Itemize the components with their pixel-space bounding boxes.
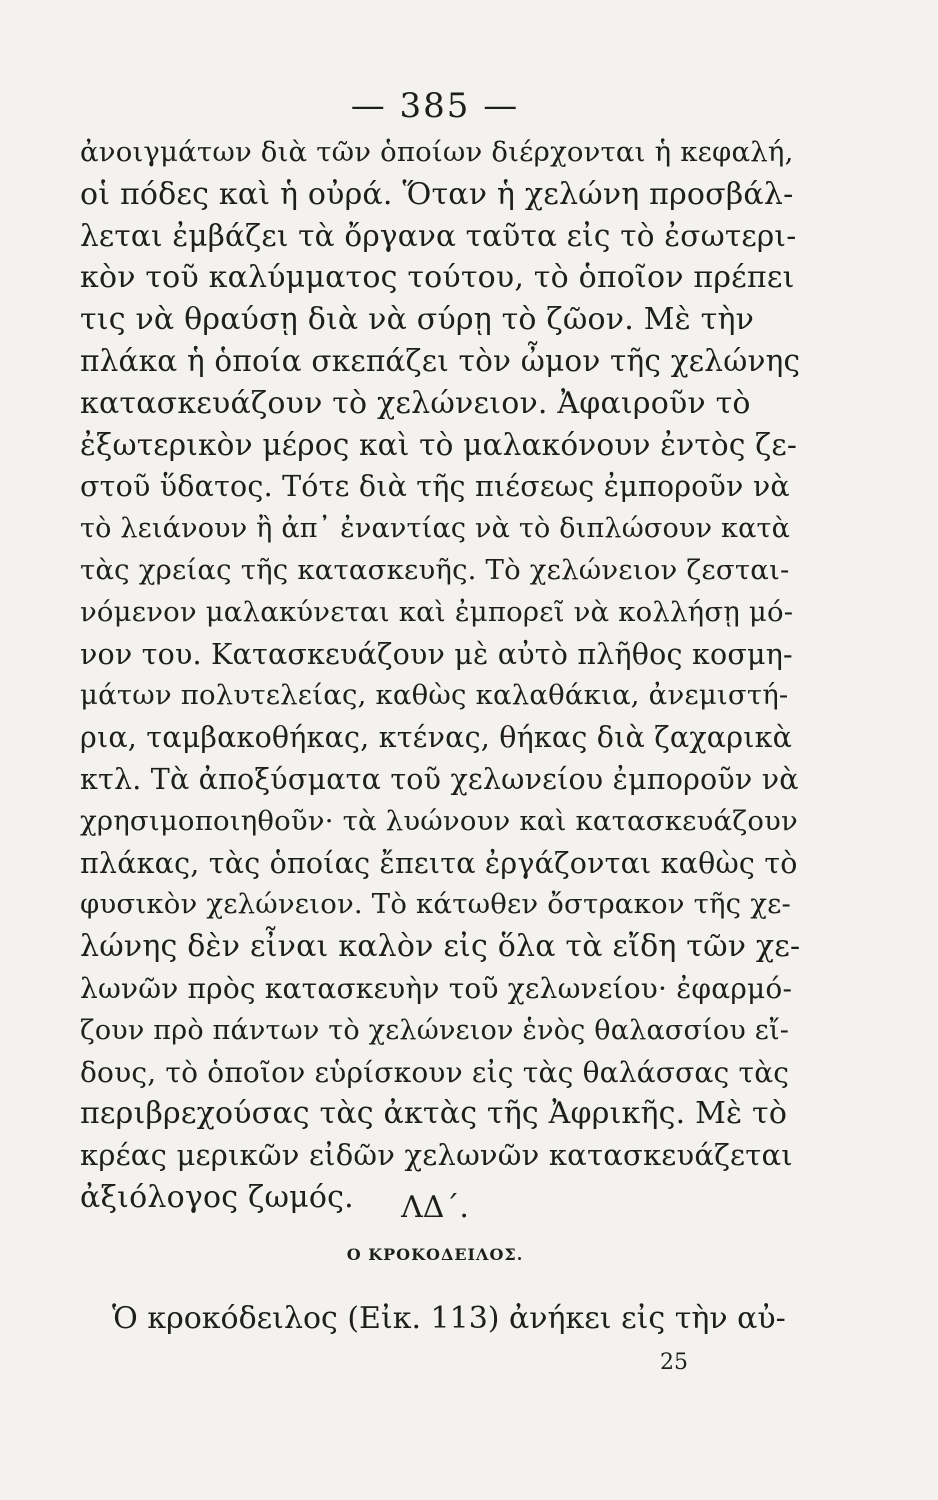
text-line: λώνης δὲν εἶναι καλὸν εἰς ὅλα τὰ εἴδη τῶν χε-: [80, 929, 801, 965]
body-text: [80, 132, 800, 1219]
text-line: πλάκας, τὰς ὁποίας ἔπειτα ἐργάζονται καθὼς τὸ: [80, 846, 798, 880]
chapter-first-line: Ὁ κροκόδειλος (Εἰκ. 113) ἀνήκει εἰς τὴν αὐ-: [112, 1301, 786, 1336]
chapter-number: ΛΔ΄.: [401, 1190, 469, 1225]
text-line: στοῦ ὕδατος. Τότε διὰ τῆς πιέσεως ἐμποροῦν νὰ: [80, 470, 790, 504]
text-line: κτλ. Τὰ ἀποξύσματα τοῦ χελωνείου ἐμποροῦν νὰ: [80, 762, 799, 796]
chapter-title: Ο ΚΡΟΚΟΔΕΙΛΟΣ.: [346, 1245, 524, 1264]
text-line: μάτων πολυτελείας, καθὼς καλαθάκια, ἀνεμιστή-: [80, 679, 789, 712]
text-line: κρέας μερικῶν εἰδῶν χελωνῶν κατασκευάζεται: [80, 1138, 793, 1173]
text-line: λεται ἐμβάζει τὰ ὄργανα ταῦτα εἰς τὸ ἐσωτερι-: [80, 218, 797, 253]
text-line: ζουν πρὸ πάντων τὸ χελώνειον ἑνὸς θαλασσίου εἴ-: [80, 1014, 790, 1046]
text-line: περιβρεχούσας τὰς ἀκτὰς τῆς Ἀφρικῆς. Μὲ τὸ: [80, 1096, 788, 1132]
text-line: δους, τὸ ὁποῖον εὑρίσκουν εἰς τὰς θαλάσσας τὰς: [80, 1055, 790, 1089]
text-line: κὸν τοῦ καλύμματος τούτου, τὸ ὁποῖον πρέπει: [80, 260, 795, 296]
text-line: τὸ λειάνουν ἢ ἀπ᾿ ἐναντίας νὰ τὸ διπλώσουν κατὰ: [80, 513, 791, 545]
text-line: ἐξωτερικὸν μέρος καὶ τὸ μαλακόνουν ἐντὸς ζε-: [80, 427, 798, 462]
text-line: ἀνοιγμάτων διὰ τῶν ὁποίων διέρχονται ἡ κεφαλή,: [80, 136, 794, 168]
printer-signature: 25: [660, 1350, 688, 1375]
page-number: — 385 —: [350, 86, 520, 126]
text-line: οἱ πόδες καὶ ἡ οὐρά. Ὅταν ἡ χελώνη προσβάλ-: [80, 176, 794, 212]
text-line: τὰς χρείας τῆς κατασκευῆς. Τὸ χελώνειον ζεσται-: [80, 553, 790, 586]
text-line: λωνῶν πρὸς κατασκευὴν τοῦ χελωνείου· ἐφαρμό-: [80, 971, 793, 1005]
text-line: πλάκα ἡ ὁποία σκεπάζει τὸν ὦμον τῆς χελώνης: [80, 343, 801, 378]
text-line: νόμενον μαλακύνεται καὶ ἐμπορεῖ νὰ κολλήσῃ μό-: [80, 595, 794, 628]
text-line: νον του. Κατασκευάζουν μὲ αὐτὸ πλῆθος κοσμη-: [80, 637, 793, 671]
text-line: ρια, ταμβακοθήκας, κτένας, θήκας διὰ ζαχαρικὰ: [80, 721, 793, 755]
text-line: τις νὰ θραύσῃ διὰ νὰ σύρῃ τὸ ζῶον. Μὲ τὴν: [80, 302, 755, 338]
text-line: ἀξιόλογος ζωμός.: [80, 1179, 354, 1215]
text-line: φυσικὸν χελώνειον. Τὸ κάτωθεν ὄστρακον τῆς χε-: [80, 888, 792, 921]
text-line: κατασκευάζουν τὸ χελώνειον. Ἀφαιροῦν τὸ: [80, 385, 751, 421]
text-line: χρησιμοποιηθοῦν· τὰ λυώνουν καὶ κατασκευάζουν: [80, 804, 798, 837]
